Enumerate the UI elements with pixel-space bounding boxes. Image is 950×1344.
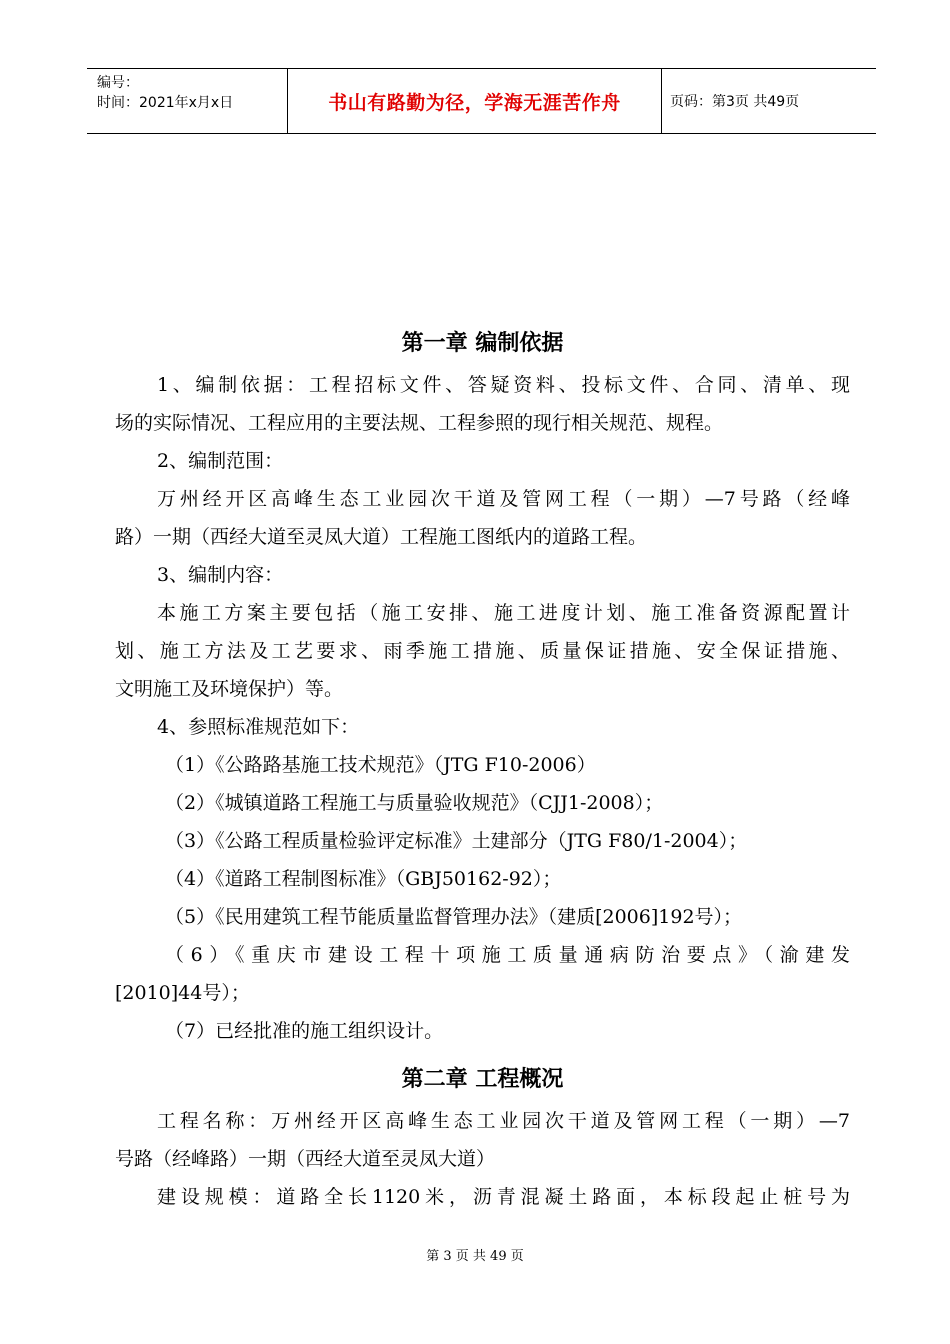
paragraph-line: 路）一期（西经大道至灵凤大道）工程施工图纸内的道路工程。 — [115, 526, 648, 548]
reference-item: （2）《城镇道路工程施工与质量验收规范》（CJJ1-2008）； — [165, 792, 664, 814]
page-footer: 第 3 页 共 49 页 — [426, 1249, 524, 1264]
paragraph-line: 场的实际情况、工程应用的主要法规、工程参照的现行相关规范、规程。 — [115, 412, 724, 434]
header-motto: 书山有路勤为径，学海无涯苦作舟 — [288, 69, 662, 133]
paragraph-line: 1、编制依据：工程招标文件、答疑资料、投标文件、合同、清单、现 — [157, 374, 850, 396]
header-number: 编号： — [97, 75, 139, 91]
paragraph-line: 3、编制内容： — [157, 564, 284, 586]
page-header — [87, 68, 876, 134]
reference-item: （5）《民用建筑工程节能质量监督管理办法》（建质[2006]192号）； — [165, 906, 743, 928]
paragraph-line: 万州经开区高峰生态工业园次干道及管网工程（一期）—7号路（经峰 — [157, 488, 850, 510]
chapter-title: 第一章 编制依据 — [401, 331, 564, 356]
chapter-title: 第二章 工程概况 — [401, 1067, 564, 1092]
paragraph-line: 本施工方案主要包括（施工安排、施工进度计划、施工准备资源配置计 — [157, 602, 850, 624]
paragraph-line: 号路（经峰路）一期（西经大道至灵凤大道） — [115, 1148, 496, 1170]
header-page-info: 页码：第3页 共49页 — [670, 94, 800, 110]
paragraph-line: 文明施工及环境保护）等。 — [115, 678, 344, 700]
reference-item: （6）《重庆市建设工程十项施工质量通病防治要点》（渝建发 — [165, 944, 850, 966]
reference-item: （4）《道路工程制图标准》（GBJ50162-92）； — [165, 868, 562, 890]
paragraph-line: 建设规模：道路全长1120米，沥青混凝土路面，本标段起止桩号为 — [157, 1186, 850, 1208]
paragraph-line: 划、施工方法及工艺要求、雨季施工措施、质量保证措施、安全保证措施、 — [115, 640, 850, 662]
reference-item: （1）《公路路基施工技术规范》（JTG F10-2006） — [165, 754, 596, 776]
paragraph-line: 工程名称：万州经开区高峰生态工业园次干道及管网工程（一期）—7 — [157, 1110, 850, 1132]
paragraph-line: 2、编制范围： — [157, 450, 284, 472]
paragraph-line: 4、参照标准规范如下： — [157, 716, 360, 738]
reference-item: （3）《公路工程质量检验评定标准》土建部分（JTG F80/1-2004）； — [165, 830, 748, 852]
header-date: 时间：2021年x月x日 — [97, 95, 234, 111]
document-body — [115, 322, 850, 1216]
reference-item: （7）已经批准的施工组织设计。 — [165, 1020, 444, 1042]
header-meta — [87, 69, 288, 133]
reference-item: [2010]44号）； — [115, 982, 250, 1004]
